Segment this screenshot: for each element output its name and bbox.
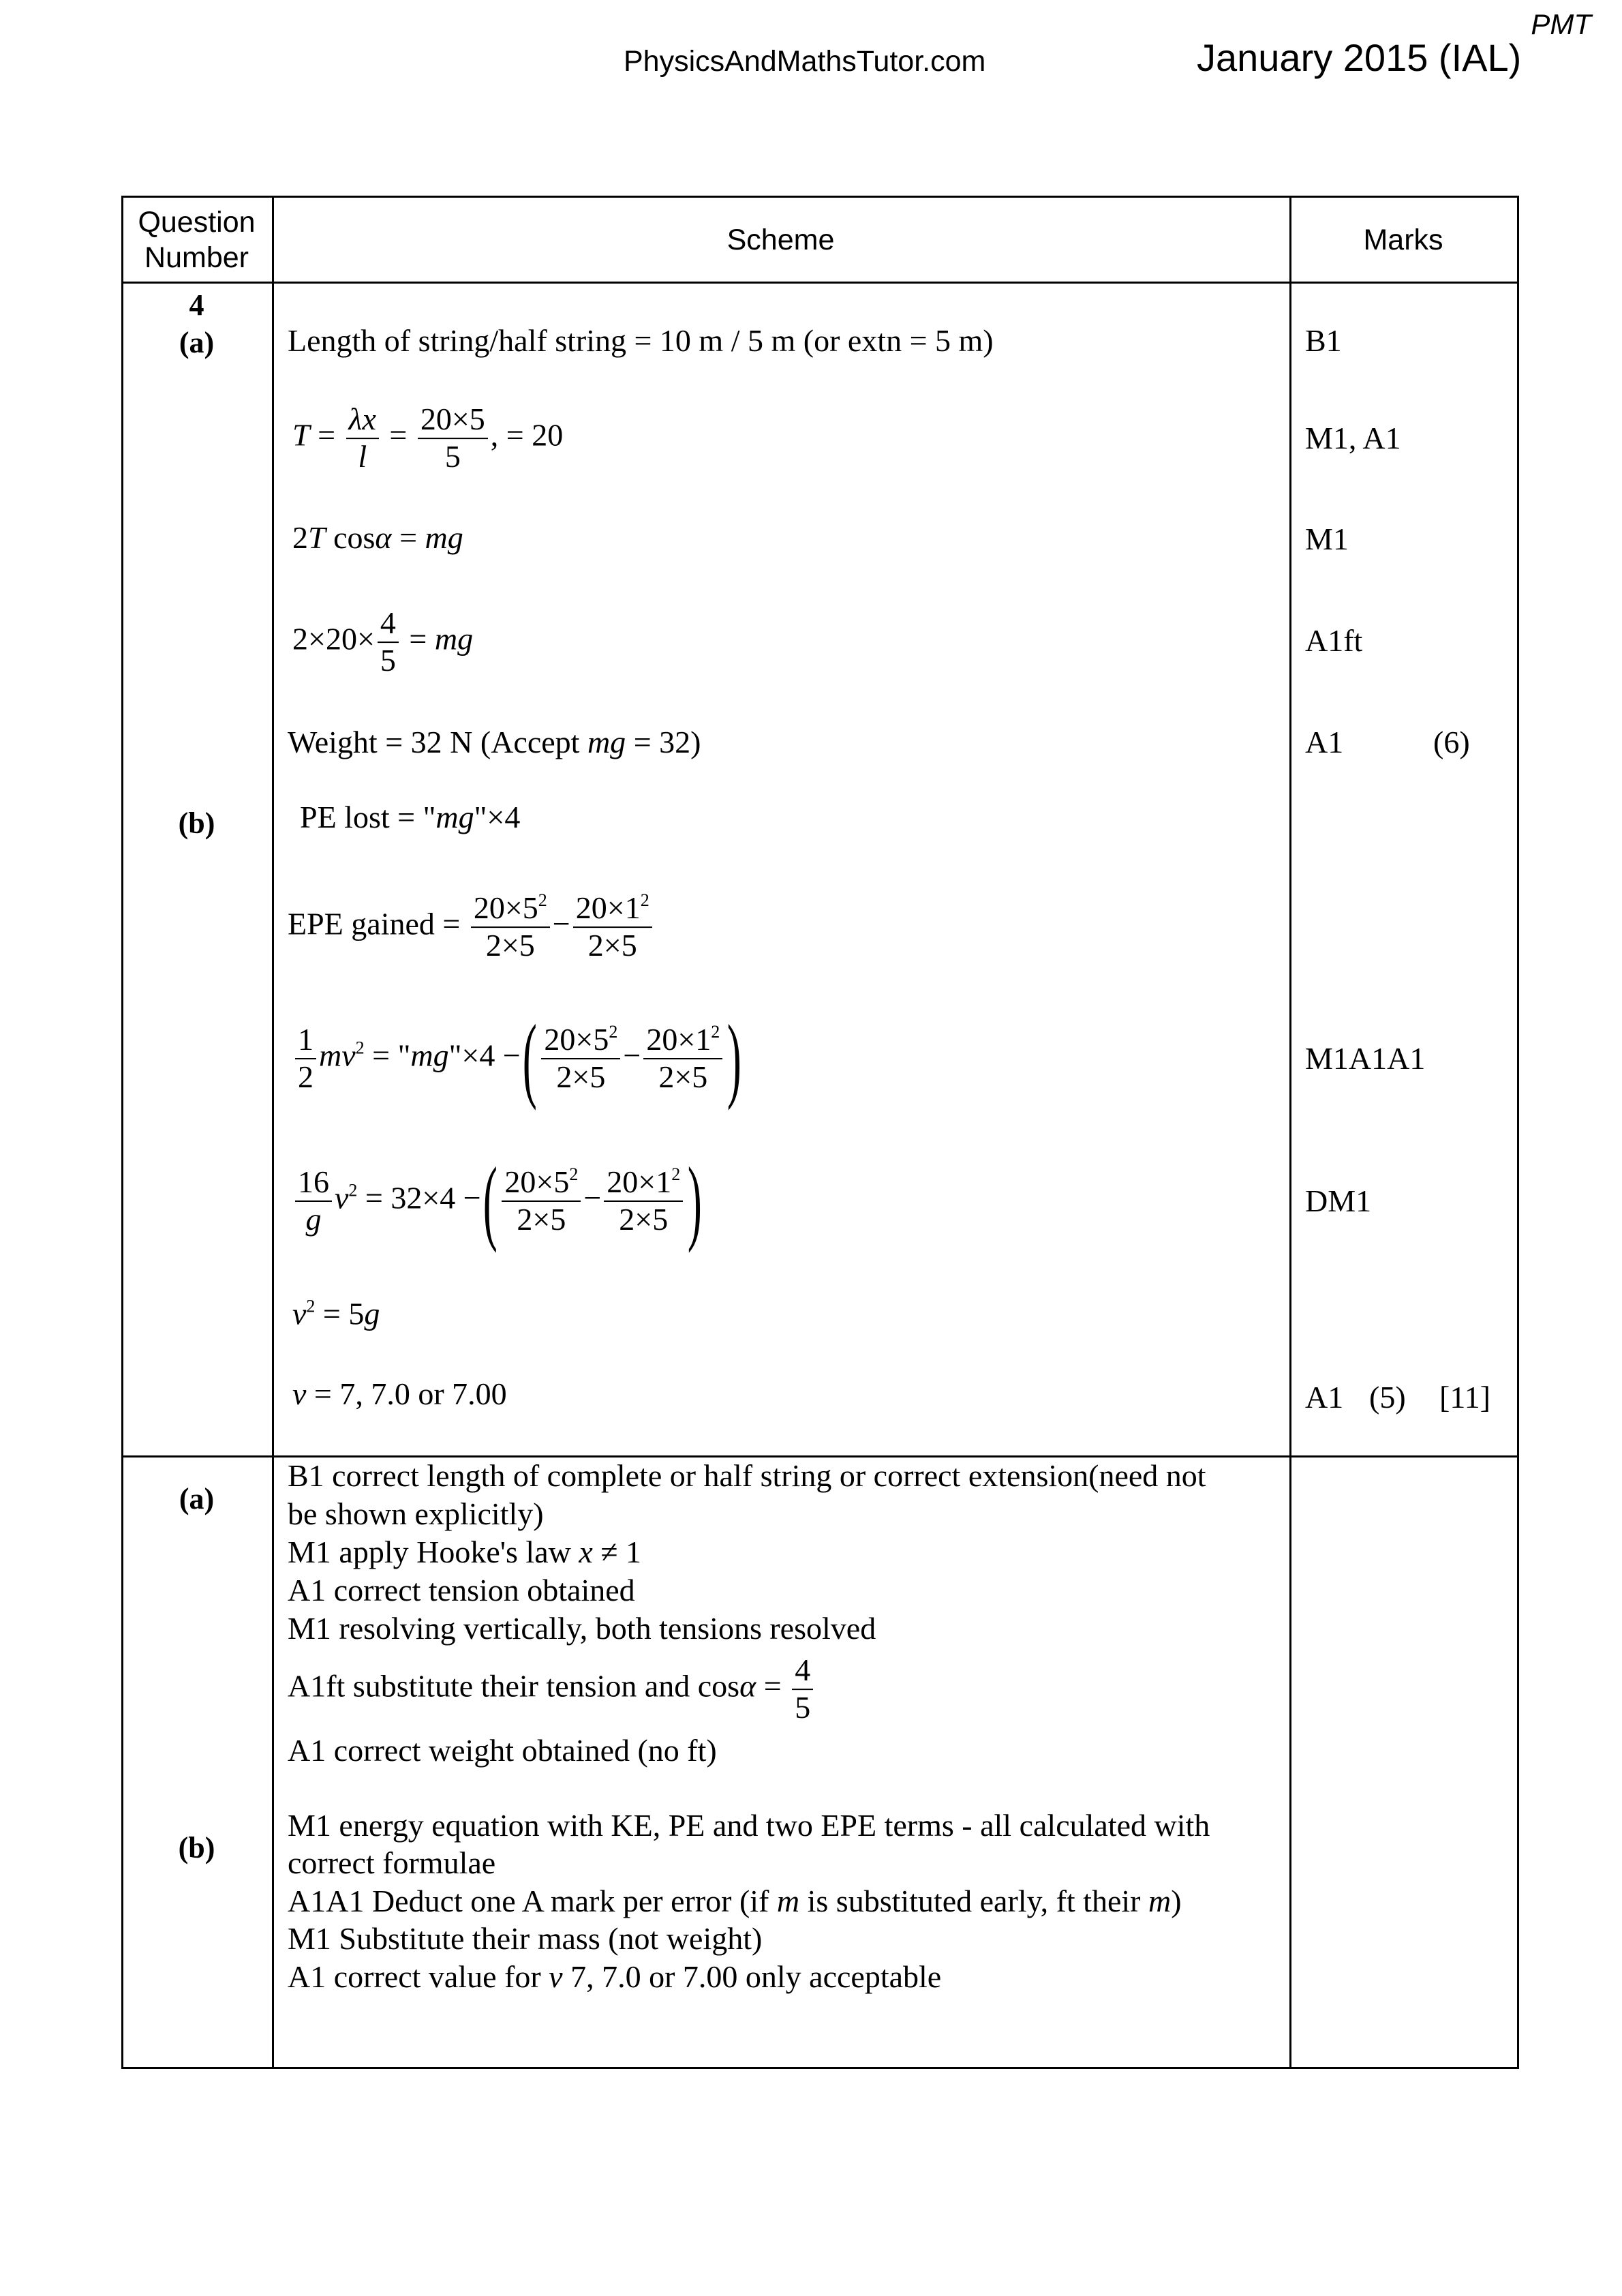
substituted-fraction	[418, 402, 488, 475]
text: M1 apply Hooke's law	[288, 1535, 579, 1569]
epe-fraction-2	[573, 890, 652, 964]
pe-lost-line	[300, 802, 520, 833]
header-number-label: Number	[144, 241, 249, 274]
num: 20×1	[575, 890, 641, 926]
exp: 2	[569, 1164, 579, 1185]
hooke-fraction	[346, 402, 379, 475]
note-a-7: A1 correct weight obtained (no ft)	[288, 1733, 717, 1768]
var: α	[375, 520, 392, 555]
v-squared-line	[292, 1298, 380, 1330]
table-bottom-border	[121, 2067, 1519, 2069]
header-question-label: Question	[138, 206, 256, 239]
numerator: 20×5	[418, 402, 488, 439]
mark-final: A1	[1305, 1380, 1344, 1415]
mark-energy: M1A1A1	[1305, 1041, 1426, 1076]
column-divider-2	[1289, 196, 1291, 2069]
site-name: PhysicsAndMathsTutor.com	[624, 45, 986, 78]
minus: −	[552, 906, 570, 941]
numerator: 16	[295, 1164, 332, 1202]
weight-line	[288, 727, 701, 758]
var: v	[292, 1376, 307, 1411]
text: PE lost = "	[300, 800, 436, 834]
equals: =	[309, 417, 343, 453]
length-of-string-line: Length of string/half string = 10 m / 5 m (or extn = 5 m)	[288, 323, 994, 358]
text: EPE gained =	[288, 906, 468, 941]
question-number: 4	[189, 288, 204, 322]
text: is substituted early, ft their	[799, 1884, 1148, 1918]
exp: 2	[671, 1164, 681, 1185]
numerator	[471, 890, 550, 928]
product: 2×20×	[292, 621, 375, 656]
epe-fraction-2	[604, 1164, 683, 1238]
coef: 2	[292, 520, 308, 555]
note-a-2: be shown explicitly)	[288, 1496, 544, 1531]
minus: −	[583, 1180, 602, 1215]
notes-part-b-label: (b)	[178, 1831, 215, 1864]
weight-text: Weight = 32 N (Accept	[288, 725, 587, 759]
cos-fraction	[792, 1652, 813, 1726]
part-a-label: (a)	[179, 326, 215, 359]
numerator	[573, 890, 652, 928]
energy-equation	[292, 1006, 744, 1111]
exp: 2	[306, 1296, 316, 1316]
left-paren: (	[483, 1148, 498, 1254]
header-marks: Marks	[1363, 224, 1443, 256]
var: T	[308, 520, 326, 555]
var: x	[579, 1535, 593, 1569]
denominator: 5	[444, 439, 461, 474]
table-right-border	[1517, 196, 1519, 2069]
var: v	[549, 1959, 563, 1994]
equals: =	[401, 621, 435, 656]
note-a-3	[288, 1537, 641, 1568]
func: cos	[325, 520, 376, 555]
var: m	[1148, 1884, 1172, 1918]
table-left-border	[121, 196, 123, 2069]
tension-result: , = 20	[490, 417, 564, 453]
numerator	[643, 1022, 722, 1059]
note-b-2: correct formulae	[288, 1845, 496, 1880]
header-divider	[121, 282, 1519, 284]
exp: 2	[711, 1022, 720, 1042]
notes-part-a-label: (a)	[179, 1482, 215, 1515]
num: 20×5	[504, 1164, 570, 1200]
text: =	[756, 1668, 790, 1704]
exam-session: January 2015 (IAL)	[1197, 36, 1522, 79]
exp: 2	[640, 890, 649, 911]
denominator: l	[358, 439, 367, 474]
note-b-3	[288, 1886, 1182, 1917]
epe-fraction-2	[643, 1022, 722, 1096]
column-divider-1	[272, 196, 274, 2069]
minus: −	[623, 1038, 641, 1073]
denominator: g	[305, 1202, 322, 1237]
text: A1A1 Deduct one A mark per error (if	[288, 1884, 777, 1918]
denominator: 5	[380, 643, 396, 678]
text: A1ft substitute their tension and cos	[288, 1668, 740, 1704]
weight-text: = 32)	[626, 725, 701, 759]
mark-question-total: [11]	[1439, 1380, 1490, 1415]
var: mg	[435, 800, 474, 834]
half-fraction	[295, 1022, 316, 1096]
var: mg	[425, 520, 463, 555]
mark-part-a-total: (6)	[1433, 725, 1470, 759]
text: = 5	[315, 1296, 365, 1331]
text: = 7, 7.0 or 7.00	[306, 1376, 507, 1411]
denominator: 2	[298, 1059, 313, 1094]
part-b-label: (b)	[178, 806, 215, 840]
exp: 2	[609, 1022, 618, 1042]
mark-resolve: M1	[1305, 522, 1349, 556]
note-a-6	[288, 1652, 816, 1726]
substituted-equation	[292, 1148, 704, 1254]
exp: 2	[538, 890, 547, 911]
equals: =	[381, 417, 415, 453]
resolve-equation	[292, 522, 463, 554]
text: A1 correct value for	[288, 1959, 549, 1994]
note-b-1: M1 energy equation with KE, PE and two EPE terms - all calculated with	[288, 1808, 1210, 1843]
note-b-4: M1 Substitute their mass (not weight)	[288, 1921, 763, 1956]
text: )	[1171, 1884, 1182, 1918]
numerator	[604, 1164, 683, 1202]
substitute-equation	[292, 605, 473, 679]
num: 20×5	[473, 890, 538, 926]
num: 20×1	[646, 1022, 711, 1057]
denominator: 5	[795, 1690, 811, 1725]
text: "×4	[474, 800, 521, 834]
text: ≠ 1	[592, 1535, 642, 1569]
var: v	[335, 1180, 349, 1215]
right-paren: )	[688, 1148, 703, 1254]
var: α	[739, 1668, 756, 1704]
numerator: 4	[792, 1652, 813, 1690]
note-a-1: B1 correct length of complete or half string or correct extension(need not	[288, 1458, 1206, 1493]
text: = 32×4 −	[357, 1180, 481, 1215]
mark-substitute: A1ft	[1305, 623, 1363, 658]
epe-fraction-1	[541, 1022, 620, 1096]
header-scheme: Scheme	[726, 224, 835, 256]
numerator	[502, 1164, 581, 1202]
denominator: 2×5	[658, 1059, 708, 1094]
cos-fraction	[378, 605, 399, 679]
epe-gained-line	[288, 890, 655, 964]
tension-symbol: T	[292, 417, 310, 453]
exp: 2	[348, 1180, 358, 1200]
mark-tension: M1, A1	[1305, 421, 1401, 455]
var: mv	[319, 1038, 356, 1073]
tension-equation	[292, 402, 563, 475]
pmt-tag: PMT	[1531, 8, 1591, 40]
mark-length: B1	[1305, 323, 1342, 358]
mark-weight: A1	[1305, 725, 1344, 759]
var: mg	[434, 621, 474, 656]
left-paren: (	[522, 1006, 537, 1111]
denominator: 2×5	[517, 1202, 566, 1237]
note-b-5	[288, 1961, 941, 1993]
var: mg	[410, 1038, 449, 1073]
var: mg	[587, 725, 626, 759]
notes-divider	[121, 1455, 1519, 1457]
var: v	[292, 1296, 307, 1331]
mark-substituted: DM1	[1305, 1183, 1372, 1218]
numerator: 1	[295, 1022, 316, 1059]
text: 7, 7.0 or 7.00 only acceptable	[562, 1959, 942, 1994]
text: = "	[364, 1038, 411, 1073]
text: "×4 −	[448, 1038, 521, 1073]
num: 20×1	[607, 1164, 672, 1200]
numerator: 4	[378, 605, 399, 643]
denominator: 2×5	[587, 928, 637, 963]
epe-fraction-1	[471, 890, 550, 964]
denominator: 2×5	[556, 1059, 606, 1094]
numerator	[541, 1022, 620, 1059]
num: 20×5	[544, 1022, 609, 1057]
mass-fraction	[295, 1164, 332, 1238]
note-a-4: A1 correct tension obtained	[288, 1573, 635, 1607]
header-question-number	[121, 205, 272, 275]
right-paren: )	[727, 1006, 742, 1111]
table-top-border	[121, 196, 1519, 198]
numerator: λx	[346, 402, 379, 439]
var: m	[776, 1884, 800, 1918]
denominator: 2×5	[619, 1202, 669, 1237]
v-value-line	[292, 1378, 507, 1410]
denominator: 2×5	[485, 928, 535, 963]
epe-fraction-1	[502, 1164, 581, 1238]
note-a-5: M1 resolving vertically, both tensions resolved	[288, 1611, 876, 1646]
var: g	[364, 1296, 380, 1331]
exp: 2	[355, 1038, 365, 1058]
equals: =	[391, 520, 425, 555]
mark-part-b-total: (5)	[1369, 1380, 1406, 1415]
